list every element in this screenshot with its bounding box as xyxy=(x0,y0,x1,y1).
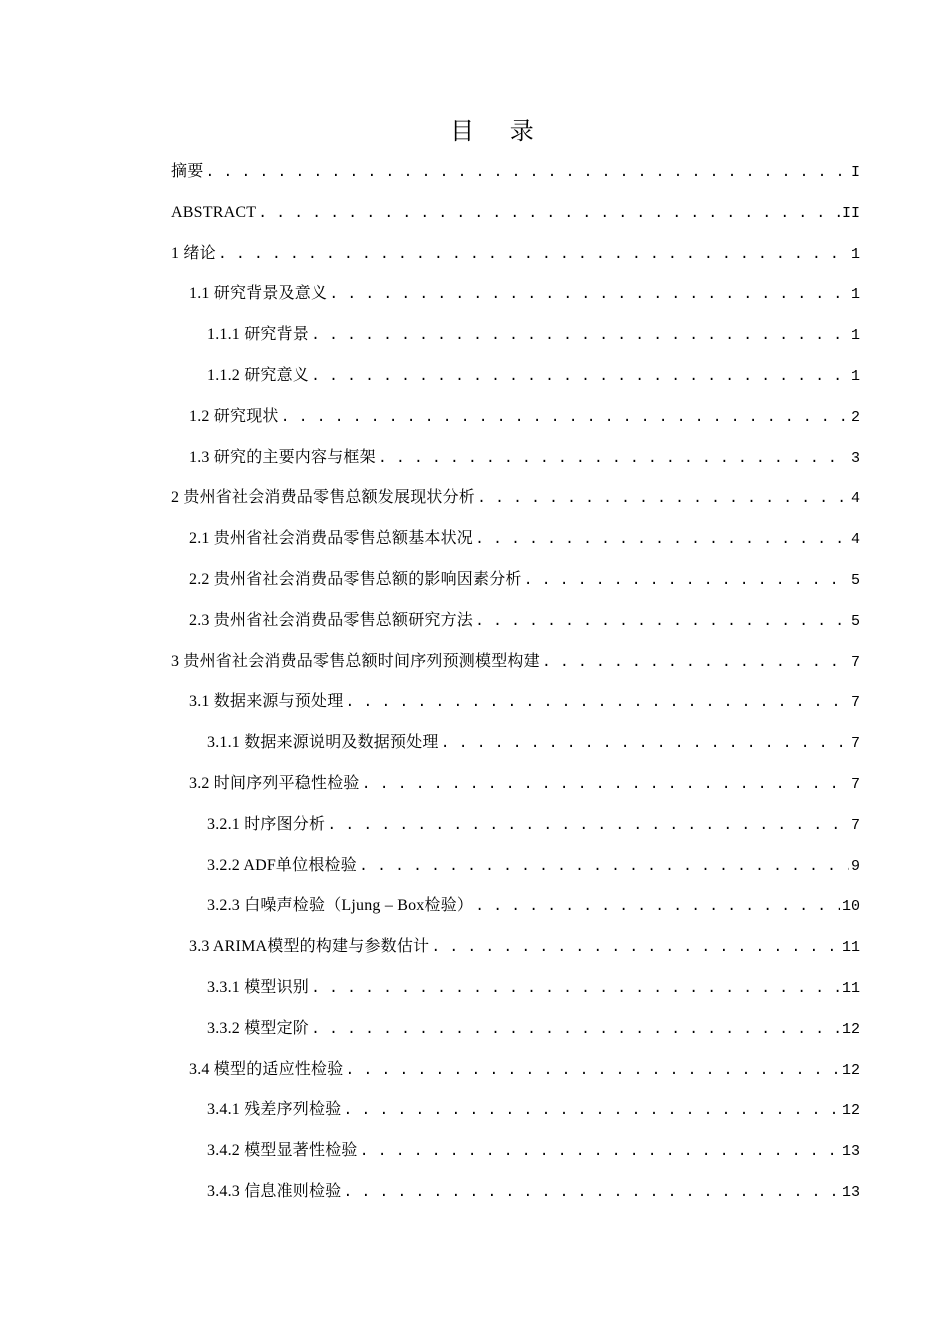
toc-entry[interactable] xyxy=(171,1009,860,1050)
toc-entry[interactable] xyxy=(171,1090,860,1131)
toc-entry-page-number: 4 xyxy=(850,531,860,549)
toc-entry[interactable] xyxy=(171,274,860,315)
toc-entry[interactable] xyxy=(171,234,860,275)
toc-entry-page-number: II xyxy=(841,204,860,222)
toc-entry[interactable] xyxy=(171,601,860,642)
toc-leader-dots xyxy=(524,561,849,602)
toc-entry-label: 2.3 贵州省社会消费品零售总额研究方法 xyxy=(189,611,474,629)
toc-leader-dots xyxy=(542,643,849,684)
toc-leader-dots xyxy=(475,520,849,561)
toc-leader-dots xyxy=(475,887,840,928)
toc-entry-label: 3.3.2 模型定阶 xyxy=(207,1019,310,1037)
toc-entry-page-number: 12 xyxy=(841,1020,860,1038)
toc-entry[interactable] xyxy=(171,927,860,968)
toc-entry-label: 2.2 贵州省社会消费品零售总额的影响因素分析 xyxy=(189,570,522,588)
toc-entry[interactable] xyxy=(171,723,860,764)
toc-entry[interactable] xyxy=(171,805,860,846)
toc-leader-dots xyxy=(345,683,849,724)
toc-leader-dots xyxy=(359,847,849,888)
toc-entry[interactable] xyxy=(171,438,860,479)
toc-entry[interactable] xyxy=(171,1172,860,1213)
toc-entry-page-number: 7 xyxy=(850,694,860,712)
toc-entry-page-number: 11 xyxy=(841,939,860,957)
toc-entry-label: 1 绪论 xyxy=(171,244,216,262)
toc-entry-page-number: 5 xyxy=(850,571,860,589)
toc-entry-page-number: 1 xyxy=(850,327,860,345)
toc-entry-page-number: 12 xyxy=(841,1102,860,1120)
toc-entry-label: 3.4.2 模型显著性检验 xyxy=(207,1142,358,1160)
toc-entry-label: 3.4.3 信息准则检验 xyxy=(207,1182,342,1200)
toc-entry-page-number: 5 xyxy=(850,612,860,630)
toc-entry-page-number: 12 xyxy=(841,1061,860,1079)
toc-entry[interactable] xyxy=(171,764,860,805)
toc-leader-dots xyxy=(477,479,849,520)
toc-entry-label: 1.1 研究背景及意义 xyxy=(189,285,328,303)
page-title: 目 录 xyxy=(450,117,548,145)
toc-leader-dots xyxy=(378,439,849,480)
toc-entry-label: 3.3 ARIMA模型的构建与参数估计 xyxy=(189,938,430,956)
toc-entry[interactable] xyxy=(171,478,860,519)
toc-leader-dots xyxy=(311,969,840,1010)
toc-entry-page-number: 13 xyxy=(841,1143,860,1161)
toc-entry-label: 1.1.1 研究背景 xyxy=(207,326,310,344)
toc-entry-page-number: 4 xyxy=(850,490,860,508)
toc-leader-dots xyxy=(311,316,849,357)
toc-entry-page-number: 11 xyxy=(841,979,860,997)
toc-entry-page-number: 2 xyxy=(850,408,860,426)
toc-entry[interactable] xyxy=(171,682,860,723)
toc-entry[interactable] xyxy=(171,315,860,356)
toc-leader-dots xyxy=(329,275,849,316)
toc-entry[interactable] xyxy=(171,356,860,397)
toc-entry-label: 摘要 xyxy=(171,163,204,180)
toc-leader-dots xyxy=(345,1051,840,1092)
toc-leader-dots xyxy=(343,1173,840,1214)
toc-entry[interactable] xyxy=(171,886,860,927)
toc-entry-page-number: I xyxy=(850,164,860,181)
toc-entry-label: 3.4 模型的适应性检验 xyxy=(189,1060,344,1078)
toc-entry-label: 2.1 贵州省社会消费品零售总额基本状况 xyxy=(189,530,474,548)
toc-leader-dots xyxy=(258,194,840,235)
toc-entry[interactable] xyxy=(171,152,860,193)
toc-entry-label: 3.3.1 模型识别 xyxy=(207,978,310,996)
toc-leader-dots xyxy=(311,357,849,398)
toc-entry[interactable] xyxy=(171,397,860,438)
toc-entry-page-number: 7 xyxy=(850,735,860,753)
toc-entry[interactable] xyxy=(171,1050,860,1091)
toc-entry-page-number: 7 xyxy=(850,775,860,793)
toc-entry-label: 3 贵州省社会消费品零售总额时间序列预测模型构建 xyxy=(171,652,540,670)
toc-leader-dots xyxy=(218,235,849,276)
toc-entry-label: 1.2 研究现状 xyxy=(189,407,279,425)
toc-list xyxy=(171,152,860,1213)
toc-entry-label: 1.3 研究的主要内容与框架 xyxy=(189,448,376,466)
toc-entry-label: 1.1.2 研究意义 xyxy=(207,366,310,384)
toc-leader-dots xyxy=(327,806,849,847)
toc-entry-label: 3.1 数据来源与预处理 xyxy=(189,693,344,711)
toc-entry-label: 2 贵州省社会消费品零售总额发展现状分析 xyxy=(171,489,476,507)
toc-entry-label: 3.1.1 数据来源说明及数据预处理 xyxy=(207,734,439,752)
toc-entry-page-number: 1 xyxy=(850,245,860,263)
toc-entry-page-number: 7 xyxy=(850,653,860,671)
toc-entry[interactable] xyxy=(171,519,860,560)
toc-leader-dots xyxy=(205,153,849,194)
toc-leader-dots xyxy=(281,398,849,439)
toc-entry[interactable] xyxy=(171,968,860,1009)
toc-entry-page-number: 9 xyxy=(850,857,860,875)
toc-leader-dots xyxy=(343,1091,840,1132)
toc-entry[interactable] xyxy=(171,642,860,683)
toc-entry-label: 3.2.3 白噪声检验（Ljung – Box检验） xyxy=(207,897,474,915)
toc-leader-dots xyxy=(431,928,840,969)
toc-entry[interactable] xyxy=(171,560,860,601)
toc-entry-label: 3.4.1 残差序列检验 xyxy=(207,1101,342,1119)
toc-leader-dots xyxy=(311,1010,840,1051)
toc-entry[interactable] xyxy=(171,1131,860,1172)
toc-entry-page-number: 3 xyxy=(850,449,860,467)
toc-entry[interactable] xyxy=(171,193,860,234)
toc-entry-label: 3.2.1 时序图分析 xyxy=(207,815,326,833)
toc-entry-page-number: 1 xyxy=(850,367,860,385)
toc-leader-dots xyxy=(360,1132,840,1173)
toc-entry-label: 3.2 时间序列平稳性检验 xyxy=(189,774,360,792)
toc-leader-dots xyxy=(441,724,849,765)
toc-entry-page-number: 13 xyxy=(841,1183,860,1201)
toc-leader-dots xyxy=(362,765,849,806)
toc-entry-label: 3.2.2 ADF单位根检验 xyxy=(207,856,357,874)
toc-entry-page-number: 10 xyxy=(841,898,860,916)
toc-entry-page-number: 7 xyxy=(850,816,860,834)
toc-leader-dots xyxy=(475,602,849,643)
toc-entry[interactable] xyxy=(171,846,860,887)
toc-entry-page-number: 1 xyxy=(850,286,860,304)
toc-entry-label: ABSTRACT xyxy=(171,203,257,221)
